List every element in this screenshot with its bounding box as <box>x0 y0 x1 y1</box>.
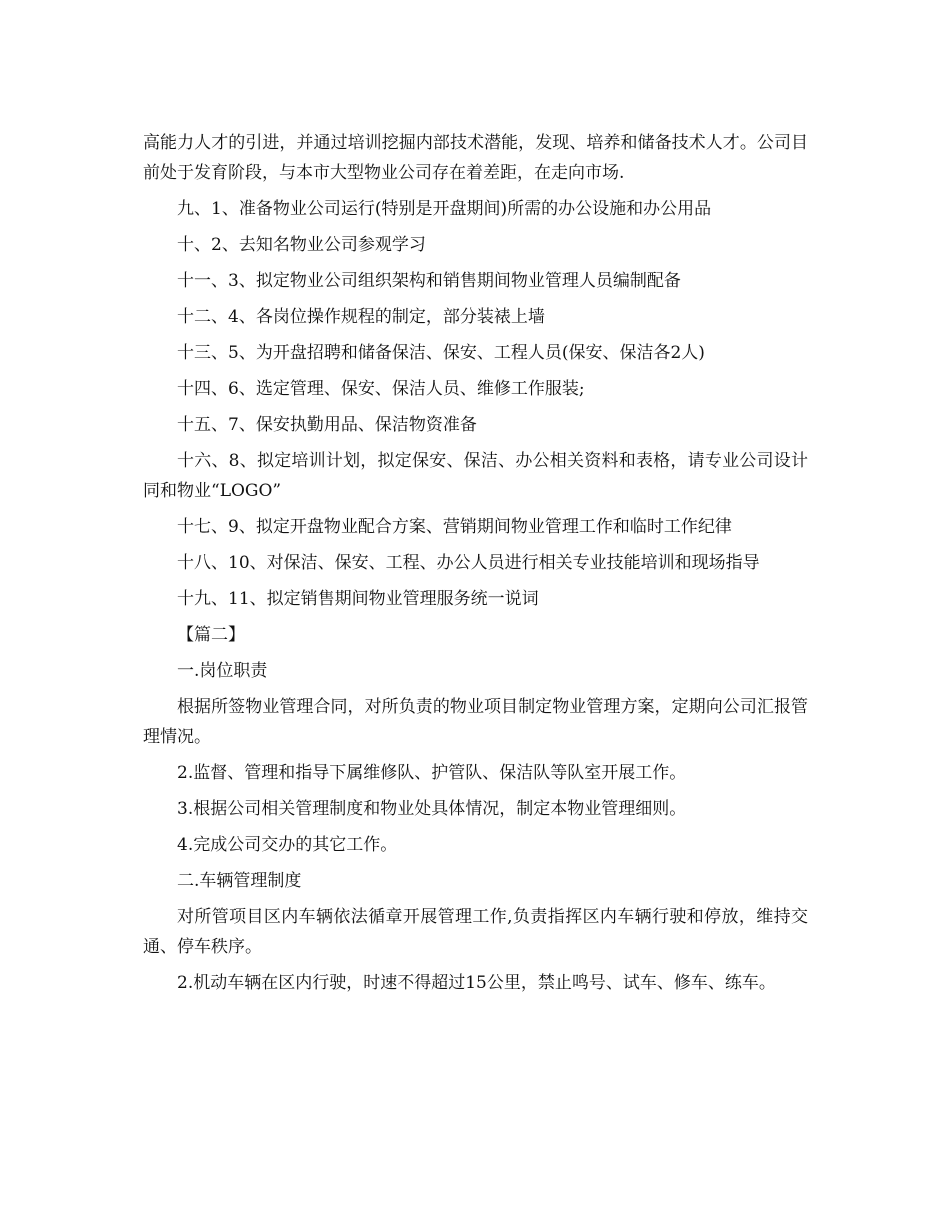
paragraph-item-18: 十八、10、对保洁、保安、工程、办公人员进行相关专业技能培训和现场指导 <box>177 553 760 573</box>
paragraph-item-12: 十二、4、各岗位操作规程的制定，部分装裱上墙 <box>177 307 545 327</box>
paragraph-duty-2: 2.监督、管理和指导下属维修队、护管队、保洁队等队室开展工作。 <box>177 763 687 783</box>
paragraph-duty-3: 3.根据公司相关管理制度和物业处具体情况，制定本物业管理细则。 <box>177 799 687 819</box>
paragraph-item-10: 十、2、去知名物业公司参观学习 <box>177 235 426 255</box>
paragraph-duty-4: 4.完成公司交办的其它工作。 <box>177 835 398 855</box>
paragraph-item-9: 九、1、准备物业公司运行(特别是开盘期间)所需的办公设施和办公用品 <box>177 199 712 219</box>
paragraph-vehicle-2: 2.机动车辆在区内行驶，时速不得超过15公里，禁止鸣号、试车、修车、练车。 <box>177 973 776 993</box>
paragraph-item-11: 十一、3、拟定物业公司组织架构和销售期间物业管理人员编制配备 <box>177 271 681 291</box>
paragraph-vehicle-1: 对所管项目区内车辆依法循章开展管理工作,负责指挥区内车辆行驶和停放，维持交通、停车秩序。 <box>143 907 808 957</box>
paragraph-item-16: 十六、8、拟定培训计划，拟定保安、保洁、办公相关资料和表格，请专业公司设计同和物业“LOGO” <box>143 451 808 501</box>
paragraph-item-13: 十三、5、为开盘招聘和储备保洁、保安、工程人员(保安、保洁各2人) <box>177 343 705 363</box>
paragraph-item-17: 十七、9、拟定开盘物业配合方案、营销期间物业管理工作和临时工作纪律 <box>177 517 732 537</box>
paragraph-item-19: 十九、11、拟定销售期间物业管理服务统一说词 <box>177 589 539 609</box>
paragraph-item-15: 十五、7、保安执勤用品、保洁物资准备 <box>177 415 477 435</box>
paragraph-item-14: 十四、6、选定管理、保安、保洁人员、维修工作服装; <box>177 379 585 399</box>
paragraph-continuation: 高能力人才的引进，并通过培训挖掘内部技术潜能，发现、培养和储备技术人才。公司目前处于发育阶段，与本市大型物业公司存在着差距，在走向市场. <box>143 133 808 183</box>
subheading-vehicle-rules: 二.车辆管理制度 <box>177 871 302 891</box>
document-body <box>143 128 808 1004</box>
section-heading-part-two: 【篇二】 <box>177 625 245 645</box>
subheading-job-duties: 一.岗位职责 <box>177 661 268 681</box>
paragraph-duty-1: 根据所签物业管理合同，对所负责的物业项目制定物业管理方案，定期向公司汇报管理情况。 <box>143 697 808 747</box>
